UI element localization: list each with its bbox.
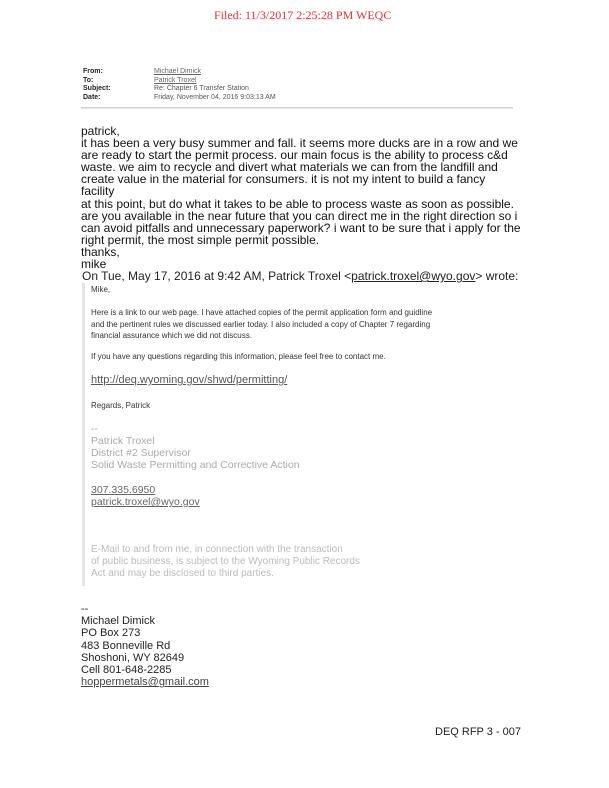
permitting-link[interactable]: http://deq.wyoming.gov/shwd/permitting/ [91, 374, 288, 386]
sender-street: 483 Bonneville Rd [81, 639, 171, 652]
quoted-regards: Regards, Patrick [91, 401, 151, 410]
sender-po-box: PO Box 273 [81, 627, 141, 640]
reply-attribution-email[interactable]: patrick.troxel@wyo.gov [351, 269, 476, 283]
phone-link[interactable]: 307.335.6950 [91, 484, 156, 496]
reply-attribution [82, 269, 518, 283]
from-label: From: [83, 68, 103, 75]
subject-value: Re: Chapter 6 Transfer Station [154, 85, 249, 93]
sender-separator: -- [81, 603, 89, 615]
body-line: waste. we aim to recycle and divert what materials we can from the landfill and [81, 160, 498, 175]
from-row [83, 68, 276, 77]
signature-department: Solid Waste Permitting and Corrective Action [91, 459, 300, 471]
sender-signature [81, 603, 209, 688]
email-header [83, 68, 276, 102]
signature-title: District #2 Supervisor [91, 447, 191, 459]
filed-stamp: Filed: 11/3/2017 2:25:28 PM WEQC [214, 8, 392, 22]
body-line: patrick, [81, 124, 120, 138]
quoted-contact [91, 484, 200, 508]
body-line: at this point, but do what it takes to be able to process waste as soon as possible. [81, 196, 514, 211]
signature-name: Patrick Troxel [91, 435, 155, 447]
body-line: can avoid pitfalls and unnecessary paperwork? i want to be sure that i apply for the [81, 220, 521, 235]
quoted-line: Here is a link to our web page. I have attached copies of the permit application form and guidline [91, 308, 433, 317]
quote-bar [82, 283, 85, 586]
quoted-line: financial assurance which we did not discuss. [91, 331, 252, 340]
reply-attribution-prefix: On Tue, May 17, 2016 at 9:42 AM, Patrick Troxel < [82, 269, 352, 283]
message-body [81, 125, 521, 270]
body-line: are ready to start the permit process. our main focus is the ability to process c&d [81, 148, 508, 163]
body-line: mike [81, 257, 107, 272]
to-label: To: [83, 76, 94, 84]
body-line: are you available in the near future that you can direct me in the right direction so i [81, 208, 518, 223]
quoted-line: and the pertinent rules we discussed earlier today. I also included a copy of Chapter 7 regarding [91, 319, 431, 329]
date-label: Date: [83, 93, 101, 101]
to-value[interactable]: Patrick Troxel [154, 76, 197, 84]
sender-city: Shoshoni, WY 82649 [81, 651, 185, 664]
subject-label: Subject: [83, 85, 111, 93]
to-row [83, 77, 276, 86]
disclaimer-line: of public business, is subject to the Wyoming Public Records [91, 556, 360, 567]
sender-email-link[interactable]: hoppermetals@gmail.com [81, 676, 209, 689]
sender-name: Michael Dimick [81, 615, 155, 628]
disclaimer-line: E-Mail to and from me, in connection with the transaction [91, 544, 343, 555]
body-line: thanks, [81, 244, 120, 259]
disclaimer [91, 544, 360, 580]
quoted-signature [91, 423, 300, 471]
quoted-paragraph-2: If you have any questions regarding this information, please feel free to contact me. [91, 352, 386, 361]
page-footer-id: DEQ RFP 3 - 007 [435, 726, 521, 738]
quoted-greeting: Mike, [91, 285, 111, 294]
disclaimer-line: Act and may be disclosed to third parties. [91, 568, 274, 579]
sender-cell: Cell 801-648-2285 [81, 664, 172, 677]
quoted-paragraph-1 [91, 307, 511, 342]
body-line: create value in the material for consumers. it is not my intent to build a fancy facility [81, 172, 486, 199]
date-row [83, 94, 276, 103]
from-value[interactable]: Michael Dimick [154, 68, 202, 75]
header-divider [81, 107, 513, 109]
date-value: Friday, November 04, 2016 9:03:13 AM [154, 93, 276, 101]
signature-separator: -- [91, 423, 98, 435]
reply-attribution-suffix: > wrote: [475, 269, 519, 283]
body-line: right permit, the most simple permit possible. [81, 232, 320, 247]
body-line: it has been a very busy summer and fall. it seems more ducks are in a row and we [81, 136, 518, 151]
subject-row [83, 85, 276, 94]
email-link[interactable]: patrick.troxel@wyo.gov [91, 496, 200, 508]
